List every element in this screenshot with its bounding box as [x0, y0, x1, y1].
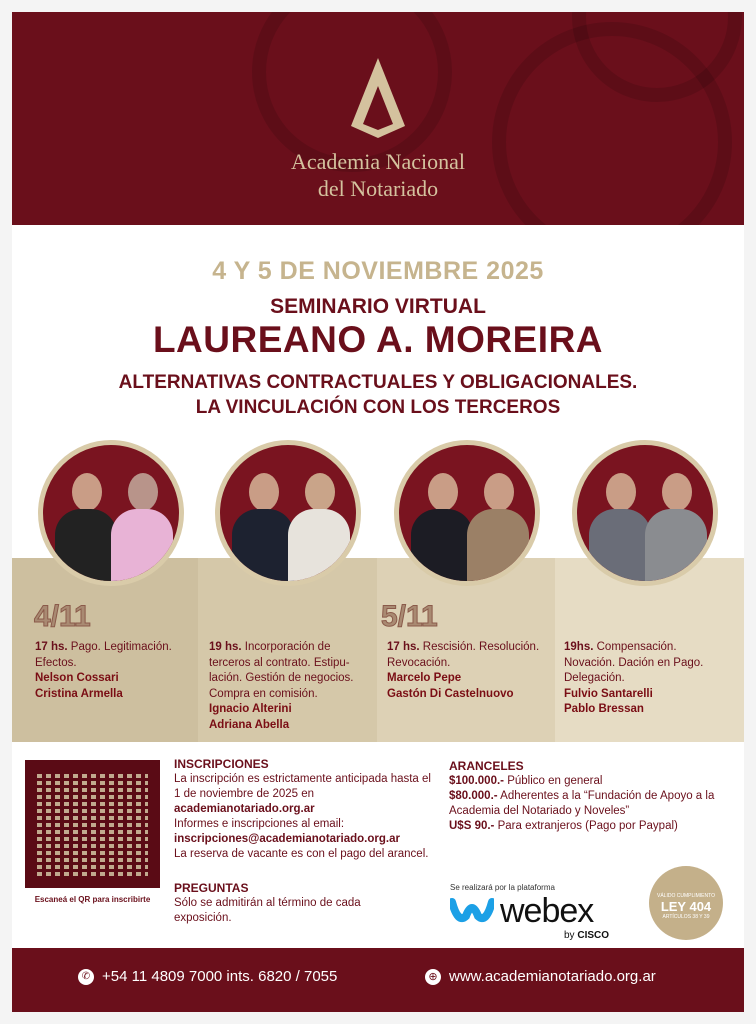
- academia-logo-icon: [349, 56, 407, 140]
- webex-wordmark: webex: [500, 892, 594, 930]
- event-type: SEMINARIO VIRTUAL: [270, 295, 486, 318]
- event-subtitle: ALTERNATIVAS CONTRACTUALES Y OBLIGACIONALES. LA VINCULACIÓN CON LOS TERCEROS: [118, 372, 638, 418]
- org-name: Academia Nacional del Notariado: [290, 149, 466, 201]
- registration-site-link[interactable]: academianotariado.org.ar: [174, 803, 315, 815]
- qr-caption: Escaneá el QR para inscribirte: [34, 895, 151, 904]
- ley-404-badge: VÁLIDO CUMPLIMIENTO LEY 404 ARTÍCULOS 38 Y 39: [649, 866, 723, 940]
- event-title: LAUREANO A. MOREIRA: [152, 319, 604, 360]
- speakers-photo-3: [394, 440, 540, 586]
- footer: [12, 948, 744, 1012]
- platform-label: Se realizará por la plataforma: [450, 883, 555, 892]
- speakers-photo-2: [215, 440, 361, 586]
- aranceles-section: ARANCELES $100.000.- Público en general $80.000.- Adherentes a la “Fundación de Apoyo a la Academia del Notariado y Noveles” U$S 90.- Para extranjeros (Pago por Paypal): [449, 759, 715, 832]
- registration-email-link[interactable]: inscripciones@academianotariado.org.ar: [174, 833, 400, 845]
- day-label-5-11: 5/11: [381, 600, 438, 633]
- globe-icon: ⊕: [425, 969, 441, 985]
- speakers-photo-4: [572, 440, 718, 586]
- session-2: 19 hs. Incorporación de terceros al contrato. Estipu-lación. Gestión de negocios. Compra en comisión. Ignacio Alterini Adriana Abella: [209, 641, 354, 731]
- session-1: 17 hs. Pago. Legitimación. Efectos. Nelson Cossari Cristina Armella: [35, 641, 172, 700]
- speakers-photo-1: [38, 440, 184, 586]
- website-link[interactable]: www.academianotariado.org.ar: [449, 968, 656, 985]
- phone-number: +54 11 4809 7000 ints. 6820 / 7055: [102, 968, 338, 985]
- event-date: 4 Y 5 DE NOVIEMBRE 2025: [212, 257, 544, 285]
- by-cisco: by CISCO: [564, 930, 610, 941]
- registration-qr-code[interactable]: [25, 760, 160, 888]
- session-4: 19hs. Compensación. Novación. Dación en Pago. Delegación. Fulvio Santarelli Pablo Bressan: [564, 641, 704, 715]
- preguntas-section: PREGUNTAS Sólo se admitirán al término de cada exposición.: [174, 881, 361, 924]
- phone-icon: ✆: [78, 969, 94, 985]
- header: [12, 12, 744, 225]
- flyer: [12, 12, 744, 1012]
- session-3: 17 hs. Rescisión. Resolución. Revocación. Marcelo Pepe Gastón Di Castelnuovo: [387, 641, 540, 700]
- webex-logo-icon: [450, 896, 494, 926]
- inscripciones-section: INSCRIPCIONES La inscripción es estrictamente anticipada hasta el 1 de noviembre de 2025 en academianotariado.org.ar Informes e inscripciones al email: inscripciones@academianotariado.org.ar La reserva de vacante es con el pago del arancel.: [174, 757, 431, 860]
- day-label-4-11: 4/11: [34, 600, 91, 633]
